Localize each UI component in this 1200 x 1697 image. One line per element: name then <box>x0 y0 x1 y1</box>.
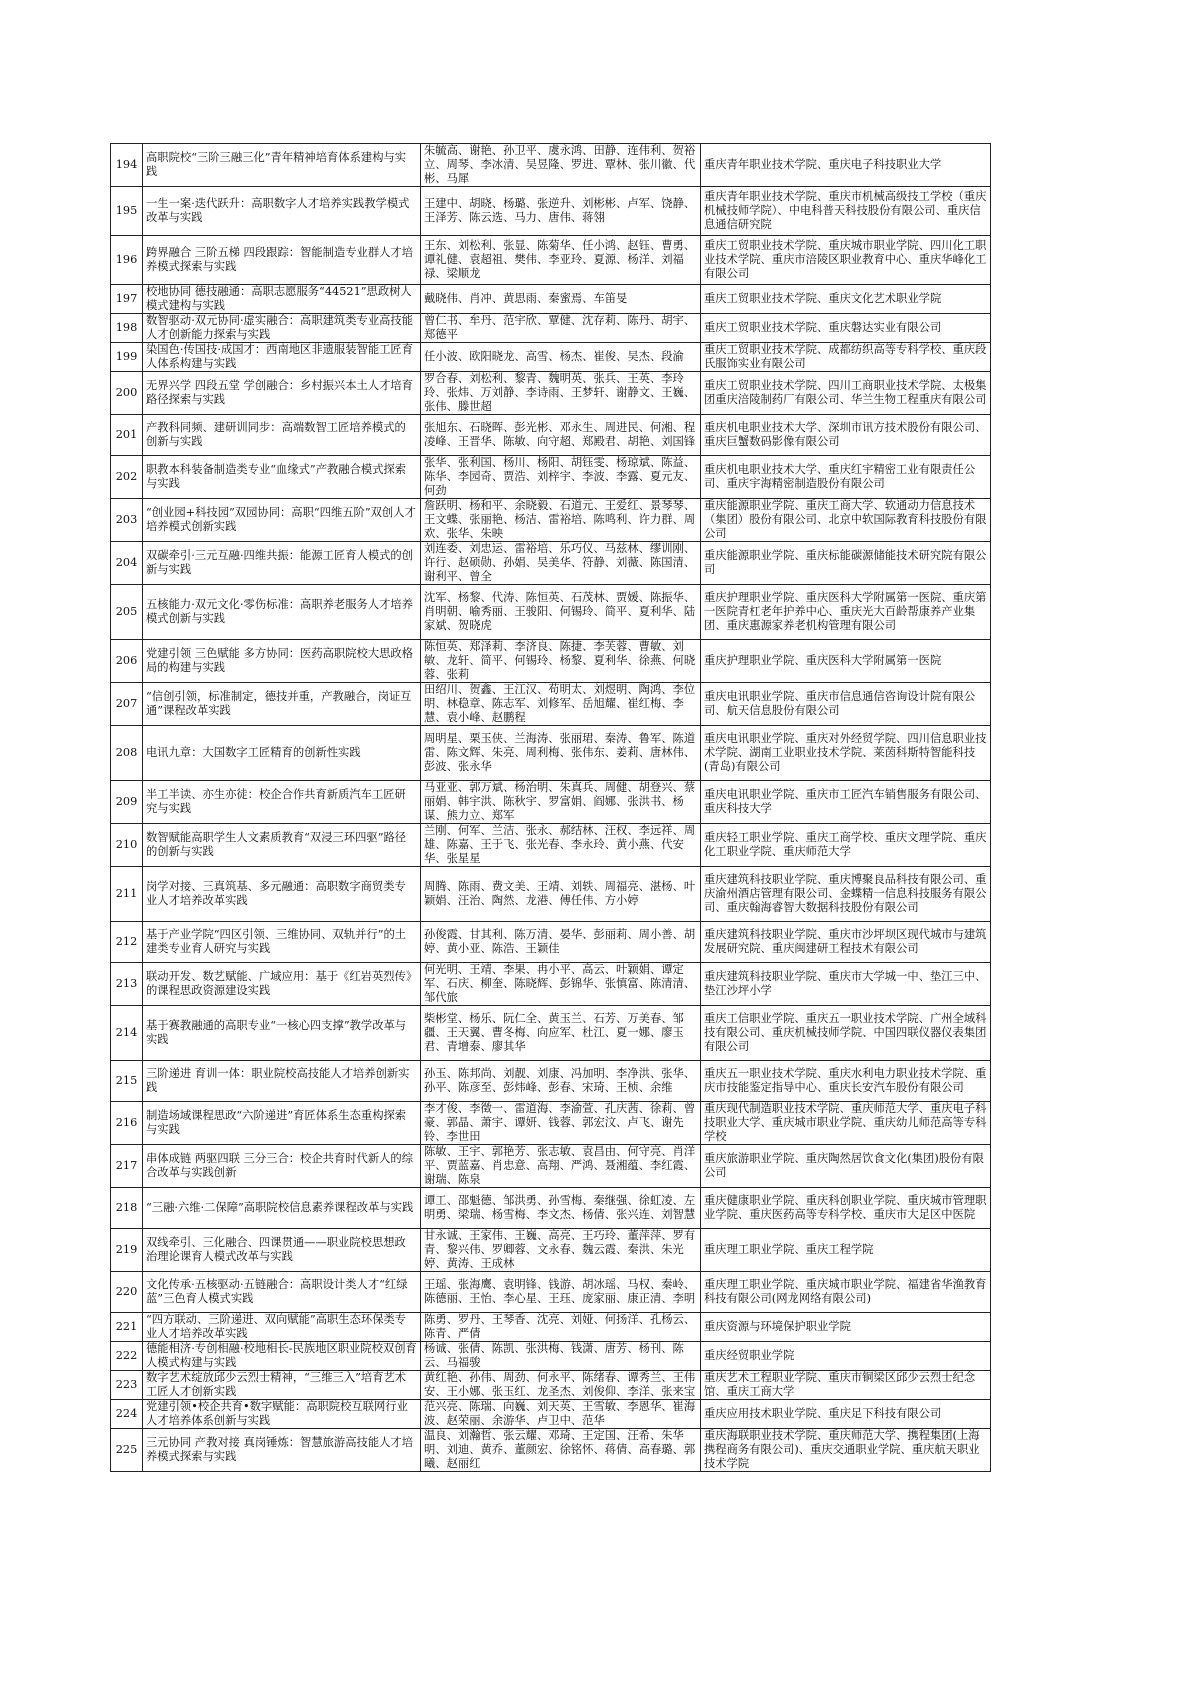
project-members: 曾仁书、牟丹、范宇欣、覃健、沈存莉、陈丹、胡宇、郑德平 <box>421 314 701 343</box>
project-members: 刘连委、刘忠运、雷裕培、乐巧仪、马兹林、缪训刚、许行、赵硕勋、孙娟、吴美华、符静、刘薇、陈国清、谢利平、曾全 <box>421 542 701 585</box>
project-members: 张旭东、石晓晖、彭光彬、邓永生、周进民、何湘、程凌峰、王晋华、陈敏、向守超、郑殿君、胡艳、刘国锋 <box>421 415 701 456</box>
completing-units: 重庆旅游职业学院、重庆陶然居饮食文化(集团)股份有限公司 <box>701 1145 991 1188</box>
completing-units: 重庆资源与环境保护职业学院 <box>701 1313 991 1342</box>
table-row <box>111 640 991 683</box>
row-number: 204 <box>111 542 143 585</box>
project-title: 校地协同 德技融通：高职志愿服务“44521”思政树人模式建构与实践 <box>143 285 421 314</box>
completing-units: 重庆护理职业学院、重庆医科大学附属第一医院 <box>701 640 991 683</box>
completing-units: 重庆工信职业学院、重庆五一职业技术学院、广州全域科技有限公司、重庆机械技师学院、中国四联仪器仪表集团有限公司 <box>701 1006 991 1061</box>
row-number: 207 <box>111 683 143 726</box>
project-title: 一生一案·迭代跃升：高职数字人才培养实践教学模式改革与实践 <box>143 187 421 236</box>
project-members: 周腾、陈雨、费文美、王靖、刘轶、周福亮、湛杨、叶颖娟、汪治、陶然、龙港、傅任伟、方小婷 <box>421 867 701 922</box>
project-members: 朱毓高、谢艳、孙卫平、虞永鸿、田静、连伟利、贺裕立、周琴、李冰清、吴昱隆、罗进、覃林、张川徽、代彬、马犀 <box>421 144 701 187</box>
table-row <box>111 922 991 963</box>
row-number: 217 <box>111 1145 143 1188</box>
table-row <box>111 1229 991 1272</box>
project-members: 詹跃明、杨和平、余晓毅、石道元、王爱红、景琴琴、王文蝶、张丽艳、杨洁、雷裕培、陈鸣利、许力群、周欢、张华、朱映 <box>421 499 701 542</box>
table-row <box>111 963 991 1006</box>
project-title: “信创引领，标准制定，德技并重，产教融合，岗证互通”课程改革实践 <box>143 683 421 726</box>
project-title: 半工半读、亦生亦徒：校企合作共育新质汽车工匠研究与实践 <box>143 781 421 824</box>
project-members: 孙俊霞、甘其利、陈万清、晏华、彭丽莉、周小善、胡婷、黄小亚、陈浩、王颖佳 <box>421 922 701 963</box>
table-row <box>111 236 991 285</box>
project-title: 无界兴学 四段五堂 学创融合：乡村振兴本土人才培育路径探索与实践 <box>143 372 421 415</box>
table-row <box>111 1400 991 1429</box>
project-title: 党建引领 三色赋能 多方协同：医药高职院校大思政格局的构建与实践 <box>143 640 421 683</box>
row-number: 219 <box>111 1229 143 1272</box>
table-row <box>111 285 991 314</box>
row-number: 208 <box>111 726 143 781</box>
completing-units: 重庆电讯职业学院、重庆市工匠汽车销售服务有限公司、重庆科技大学 <box>701 781 991 824</box>
completing-units: 重庆护理职业学院、重庆医科大学附属第一医院、重庆第一医院青杠老年护养中心、重庆光大百龄帮康养产业集团、重庆惠源家养老机构管理有限公司 <box>701 585 991 640</box>
project-title: “四方联动、三阶递进、双向赋能”高职生态环保类专业人才培养改革实践 <box>143 1313 421 1342</box>
project-title: 联动开发、数艺赋能、广域应用：基于《红岩英烈传》的课程思政资源建设实践 <box>143 963 421 1006</box>
table-row <box>111 867 991 922</box>
completing-units: 重庆建筑科技职业学院、重庆市大学城一中、垫江三中、垫江沙坪小学 <box>701 963 991 1006</box>
row-number: 218 <box>111 1188 143 1229</box>
table-row <box>111 343 991 372</box>
completing-units: 重庆现代制造职业技术学院、重庆师范大学、重庆电子科技职业大学、重庆城市职业学院、重庆幼儿师范高等专科学校 <box>701 1102 991 1145</box>
project-title: 高职院校“三阶三融三化”青年精神培育体系建构与实践 <box>143 144 421 187</box>
project-members: 何光明、王靖、李果、冉小平、高云、叶颖娟、谭定军、石庆、柳奎、陈晓辉、彭锦华、张慎富、陈清清、邹代旅 <box>421 963 701 1006</box>
row-number: 196 <box>111 236 143 285</box>
project-title: 电讯九章：大国数字工匠精育的创新性实践 <box>143 726 421 781</box>
table-row <box>111 314 991 343</box>
row-number: 212 <box>111 922 143 963</box>
project-title: 党建引领•校企共育•数字赋能：高职院校互联网行业人才培养体系创新与实践 <box>143 1400 421 1429</box>
project-title: 数智驱动·双元协同·虚实融合：高职建筑类专业高技能人才创新能力探索与实践 <box>143 314 421 343</box>
row-number: 209 <box>111 781 143 824</box>
table-row <box>111 1006 991 1061</box>
row-number: 199 <box>111 343 143 372</box>
project-members: 任小波、欧阳晓龙、高雪、杨杰、崔俊、吴杰、段渝 <box>421 343 701 372</box>
results-table-page <box>110 143 990 1472</box>
project-title: 产教科同频、建研训同步：高端数智工匠培养模式的创新与实践 <box>143 415 421 456</box>
row-number: 222 <box>111 1342 143 1371</box>
project-members: 王建中、胡晓、杨璐、张逆升、刘彬彬、卢军、饶静、王泽芳、陈云选、马力、唐伟、蒋翎 <box>421 187 701 236</box>
table-body <box>111 144 991 1472</box>
table-row <box>111 456 991 499</box>
project-members: 马亚亚、郭万斌、杨治明、朱真兵、周健、胡登兴、蔡丽娟、韩宇洪、陈秋宇、罗富娟、阎娜、张洪书、杨谋、熊力立、郑军 <box>421 781 701 824</box>
project-members: 戴晓伟、肖冲、黄思雨、秦蜜焉、车笛旻 <box>421 285 701 314</box>
completing-units: 重庆建筑科技职业学院、重庆博聚良品科技有限公司、重庆渝州酒店管理有限公司、金蝶精一信息科技服务有限公司、重庆翰海睿智大数据科技股份有限公司 <box>701 867 991 922</box>
project-title: 基于赛教融通的高职专业“一核心四支撑”教学改革与实践 <box>143 1006 421 1061</box>
results-table <box>110 143 991 1472</box>
completing-units: 重庆理工职业学院、重庆工程学院 <box>701 1229 991 1272</box>
table-row <box>111 1188 991 1229</box>
project-title: 岗学对接、三真筑基、多元融通：高职数字商贸类专业人才培养改革实践 <box>143 867 421 922</box>
completing-units: 重庆电讯职业学院、重庆对外经贸学院、四川信息职业技术学院、湖南工业职业技术学院、莱茵科斯特智能科技(青岛)有限公司 <box>701 726 991 781</box>
project-members: 陈敏、王宇、郭艳芳、张志敏、袁昌由、何守亮、肖洋平、贾蓝嘉、肖忠意、高翔、严鸿、聂湘蕴、李红霞、谢瑞、陈泉 <box>421 1145 701 1188</box>
project-members: 兰刚、何军、兰洁、张永、郝结林、汪权、李远祥、周雄、陈嘉、王于飞、张光春、李永玲、黄小燕、代安华、张星星 <box>421 824 701 867</box>
completing-units: 重庆工贸职业技术学院、重庆城市职业学院、四川化工职业技术学院、重庆市涪陵区职业教育中心、重庆华峰化工有限公司 <box>701 236 991 285</box>
row-number: 221 <box>111 1313 143 1342</box>
table-row <box>111 585 991 640</box>
table-row <box>111 1102 991 1145</box>
row-number: 200 <box>111 372 143 415</box>
table-row <box>111 1061 991 1102</box>
project-members: 沈军、杨黎、代涛、陈恒英、石茂林、贾媛、陈振华、肖明朝、喻秀丽、王骏阳、何锡玲、简平、夏利华、陆家斌、贺晓虎 <box>421 585 701 640</box>
row-number: 211 <box>111 867 143 922</box>
row-number: 203 <box>111 499 143 542</box>
row-number: 213 <box>111 963 143 1006</box>
completing-units: 重庆能源职业学院、重庆工商大学、软通动力信息技术（集团）股份有限公司、北京中软国际教育科技股份有限公司 <box>701 499 991 542</box>
completing-units: 重庆五一职业技术学院、重庆水利电力职业技术学院、重庆市技能鉴定指导中心、重庆长安汽车股份有限公司 <box>701 1061 991 1102</box>
project-members: 陈勇、罗丹、王琴香、沈亮、刘娅、何扬洋、孔杨云、陈青、严倩 <box>421 1313 701 1342</box>
row-number: 201 <box>111 415 143 456</box>
project-members: 甘永诚、王家伟、王巍、高亮、王巧玲、董萍萍、罗有青、黎兴伟、罗卿蓉、文永春、魏云霞、秦洪、朱光婷、黄涛、王成林 <box>421 1229 701 1272</box>
project-members: 杨诚、张倩、陈凯、张洪梅、钱潇、唐芳、杨刊、陈云、马福骏 <box>421 1342 701 1371</box>
row-number: 194 <box>111 144 143 187</box>
project-title: 数智赋能高职学生人文素质教育“双浸三环四驱”路径的创新与实践 <box>143 824 421 867</box>
completing-units: 重庆理工职业学院、重庆城市职业学院、福建省华渔教育科技有限公司(网龙网络有限公司) <box>701 1272 991 1313</box>
table-row <box>111 187 991 236</box>
project-title: 三元协同 产教对接 真岗锤炼：智慧旅游高技能人才培养模式探索与实践 <box>143 1429 421 1472</box>
completing-units: 重庆建筑科技职业学院、重庆市沙坪坝区现代城市与建筑发展研究院、重庆闽建研工程技术有限公司 <box>701 922 991 963</box>
table-row <box>111 144 991 187</box>
project-title: 职教本科装备制造类专业“血缘式”产教融合模式探索与实践 <box>143 456 421 499</box>
project-title: 文化传承·五核驱动·五链融合：高职设计类人才“红绿蓝”三色育人模式实践 <box>143 1272 421 1313</box>
project-title: “创业园+科技园”双园协同：高职“四维五阶”双创人才培养模式创新实践 <box>143 499 421 542</box>
completing-units: 重庆应用技术职业学院、重庆足下科技有限公司 <box>701 1400 991 1429</box>
completing-units: 重庆海联职业技术学院、重庆师范大学、携程集团(上海携程商务有限公司)、重庆交通职业学院、重庆航天职业技术学院 <box>701 1429 991 1472</box>
table-row <box>111 726 991 781</box>
project-title: 德能相济·专创相融·校地相长-民族地区职业院校双创育人模式构建与实践 <box>143 1342 421 1371</box>
project-title: 基于产业学院“四区引领、三维协同、双轨并行”的土建类专业育人研究与实践 <box>143 922 421 963</box>
project-members: 孙玉、陈邦尚、刘靓、刘康、冯加明、李净洪、张华、孙平、陈彦至、彭炜峰、彭春、宋琦、王桢、余维 <box>421 1061 701 1102</box>
completing-units: 重庆能源职业学院、重庆标能碳源储能技术研究院有限公司 <box>701 542 991 585</box>
table-row <box>111 824 991 867</box>
project-title: 五核能力·双元文化·零伤标准：高职养老服务人才培养模式创新与实践 <box>143 585 421 640</box>
project-members: 温良、刘瀚哲、张云耀、邓琦、王定国、汪希、朱华明、刘迪、黄乔、董颜宏、徐铭怀、蒋倩、高春璐、郭曦、赵丽红 <box>421 1429 701 1472</box>
project-members: 陈恒英、郑泽莉、李济良、陈捷、李芙蓉、曹敏、刘敏、龙轩、简平、何锡玲、杨黎、夏利华、徐燕、何晓蓉、张莉 <box>421 640 701 683</box>
completing-units: 重庆青年职业技术学院、重庆电子科技职业大学 <box>701 144 991 187</box>
project-title: 数字艺术绽放邱少云烈士精神，“三维三入”培育艺术工匠人才创新实践 <box>143 1371 421 1400</box>
table-row <box>111 1371 991 1400</box>
completing-units: 重庆工贸职业技术学院、成都纺织高等专科学校、重庆段氏服饰实业有限公司 <box>701 343 991 372</box>
completing-units: 重庆青年职业技术学院、重庆市机械高级技工学校（重庆机械技师学院）、中电科普天科技股份有限公司、重庆信息通信研究院 <box>701 187 991 236</box>
project-title: 制造场域课程思政“六阶递进”育匠体系生态重构探索与实践 <box>143 1102 421 1145</box>
completing-units: 重庆工贸职业技术学院、重庆文化艺术职业学院 <box>701 285 991 314</box>
row-number: 225 <box>111 1429 143 1472</box>
row-number: 195 <box>111 187 143 236</box>
row-number: 216 <box>111 1102 143 1145</box>
project-members: 罗合春、刘松利、黎青、魏明英、张兵、王英、李玲玲、张炜、万刘静、李诗雨、王梦轩、谢静文、王巍、张伟、滕世超 <box>421 372 701 415</box>
table-row <box>111 499 991 542</box>
project-title: 双线牵引、三化融合、四课贯通——职业院校思想政治理论课育人模式改革与实践 <box>143 1229 421 1272</box>
row-number: 220 <box>111 1272 143 1313</box>
project-members: 李才俊、李徵一、雷道海、李渝萱、孔庆茜、徐莉、曾豪、郭晶、萧宇、谭妍、钱蓉、郭宏汶、卢飞、谢先铃、李世田 <box>421 1102 701 1145</box>
completing-units: 重庆电讯职业学院、重庆市信息通信咨询设计院有限公司、航天信息股份有限公司 <box>701 683 991 726</box>
row-number: 205 <box>111 585 143 640</box>
table-row <box>111 1145 991 1188</box>
completing-units: 重庆机电职业技术大学、重庆红宇精密工业有限责任公司、重庆宇海精密制造股份有限公司 <box>701 456 991 499</box>
project-title: 双碳牵引·三元互融·四维共振：能源工匠育人模式的创新与实践 <box>143 542 421 585</box>
table-row <box>111 372 991 415</box>
row-number: 210 <box>111 824 143 867</box>
project-members: 王瑶、张海鹰、袁明锋、钱游、胡冰瑶、马权、秦岭、陈德丽、王怡、李心星、王珏、庞家丽、康正清、李明 <box>421 1272 701 1313</box>
table-row <box>111 1342 991 1371</box>
project-title: 染国色·传国技·成国才：西南地区非遗服装智能工匠育人体系构建与实践 <box>143 343 421 372</box>
completing-units: 重庆机电职业技术大学、深圳市讯方技术股份有限公司、重庆巨蟹数码影像有限公司 <box>701 415 991 456</box>
project-members: 周明星、栗玉侠、兰海涛、张丽珺、秦涛、鲁军、陈道雷、陈文辉、朱亮、周利梅、张伟东、姜莉、唐林伟、彭波、张永华 <box>421 726 701 781</box>
row-number: 202 <box>111 456 143 499</box>
completing-units: 重庆经贸职业学院 <box>701 1342 991 1371</box>
row-number: 224 <box>111 1400 143 1429</box>
row-number: 197 <box>111 285 143 314</box>
table-row <box>111 781 991 824</box>
row-number: 214 <box>111 1006 143 1061</box>
project-title: 跨界融合 三阶五梯 四段跟踪：智能制造专业群人才培养模式探索与实践 <box>143 236 421 285</box>
project-members: 田绍川、贺鑫、王江汉、苟明太、刘煜明、陶鸿、李位明、林稳章、陈志军、刘修军、岳旭耀、崔红梅、李慧、袁小峰、赵鹏程 <box>421 683 701 726</box>
row-number: 206 <box>111 640 143 683</box>
project-title: 串体成链 两驱四联 三分三合：校企共育时代新人的综合改革与实践创新 <box>143 1145 421 1188</box>
project-title: “三融·六维·二保障”高职院校信息素养课程改革与实践 <box>143 1188 421 1229</box>
completing-units: 重庆艺术工程职业学院、重庆市铜梁区邱少云烈士纪念馆、重庆工商大学 <box>701 1371 991 1400</box>
completing-units: 重庆工贸职业技术学院、重庆磐达实业有限公司 <box>701 314 991 343</box>
table-row <box>111 1429 991 1472</box>
completing-units: 重庆轻工职业学院、重庆工商学校、重庆文理学院、重庆化工职业学院、重庆师范大学 <box>701 824 991 867</box>
project-title: 三阶递进 育训一体：职业院校高技能人才培养创新实践 <box>143 1061 421 1102</box>
table-row <box>111 1272 991 1313</box>
project-members: 王东、刘松利、张显、陈菊华、任小鸿、赵钰、曹勇、谭礼健、袁超祖、樊伟、李亚玲、夏源、杨洋、刘福禄、梁顺龙 <box>421 236 701 285</box>
project-members: 黄红艳、孙伟、周劲、何永平、陈绪春、谭秀兰、王伟安、王小娜、张玉红、龙圣杰、刘俊仰、李洋、张来宝 <box>421 1371 701 1400</box>
table-row <box>111 415 991 456</box>
table-row <box>111 683 991 726</box>
row-number: 223 <box>111 1371 143 1400</box>
completing-units: 重庆工贸职业技术学院、四川工商职业技术学院、太极集团重庆涪陵制药厂有限公司、华兰生物工程重庆有限公司 <box>701 372 991 415</box>
row-number: 215 <box>111 1061 143 1102</box>
project-members: 谭工、邵魁德、邹洪勇、孙雪梅、秦继强、徐虹凌、左明勇、梁瑞、杨雪梅、李文杰、杨倩、张兴连、刘智慧 <box>421 1188 701 1229</box>
completing-units: 重庆健康职业学院、重庆科创职业学院、重庆城市管理职业学院、重庆医药高等专科学校、重庆市大足区中医院 <box>701 1188 991 1229</box>
project-members: 张华、张利国、杨川、杨阳、胡钰雯、杨琼斌、陈益、陈华、李园奇、贾浩、刘梓宇、李波、李露、夏元友、何劲 <box>421 456 701 499</box>
project-members: 范兴亮、陈瑞、向巍、刘天英、王雪敏、李恩华、崔海波、赵荣丽、余游华、卢卫中、范华 <box>421 1400 701 1429</box>
table-row <box>111 542 991 585</box>
project-members: 柴彬堂、杨乐、阮仁全、黄玉兰、石芳、万美春、邹疆、王天翼、曹冬梅、向应军、杜江、夏一娜、廖玉君、青增泰、廖其华 <box>421 1006 701 1061</box>
table-row <box>111 1313 991 1342</box>
row-number: 198 <box>111 314 143 343</box>
